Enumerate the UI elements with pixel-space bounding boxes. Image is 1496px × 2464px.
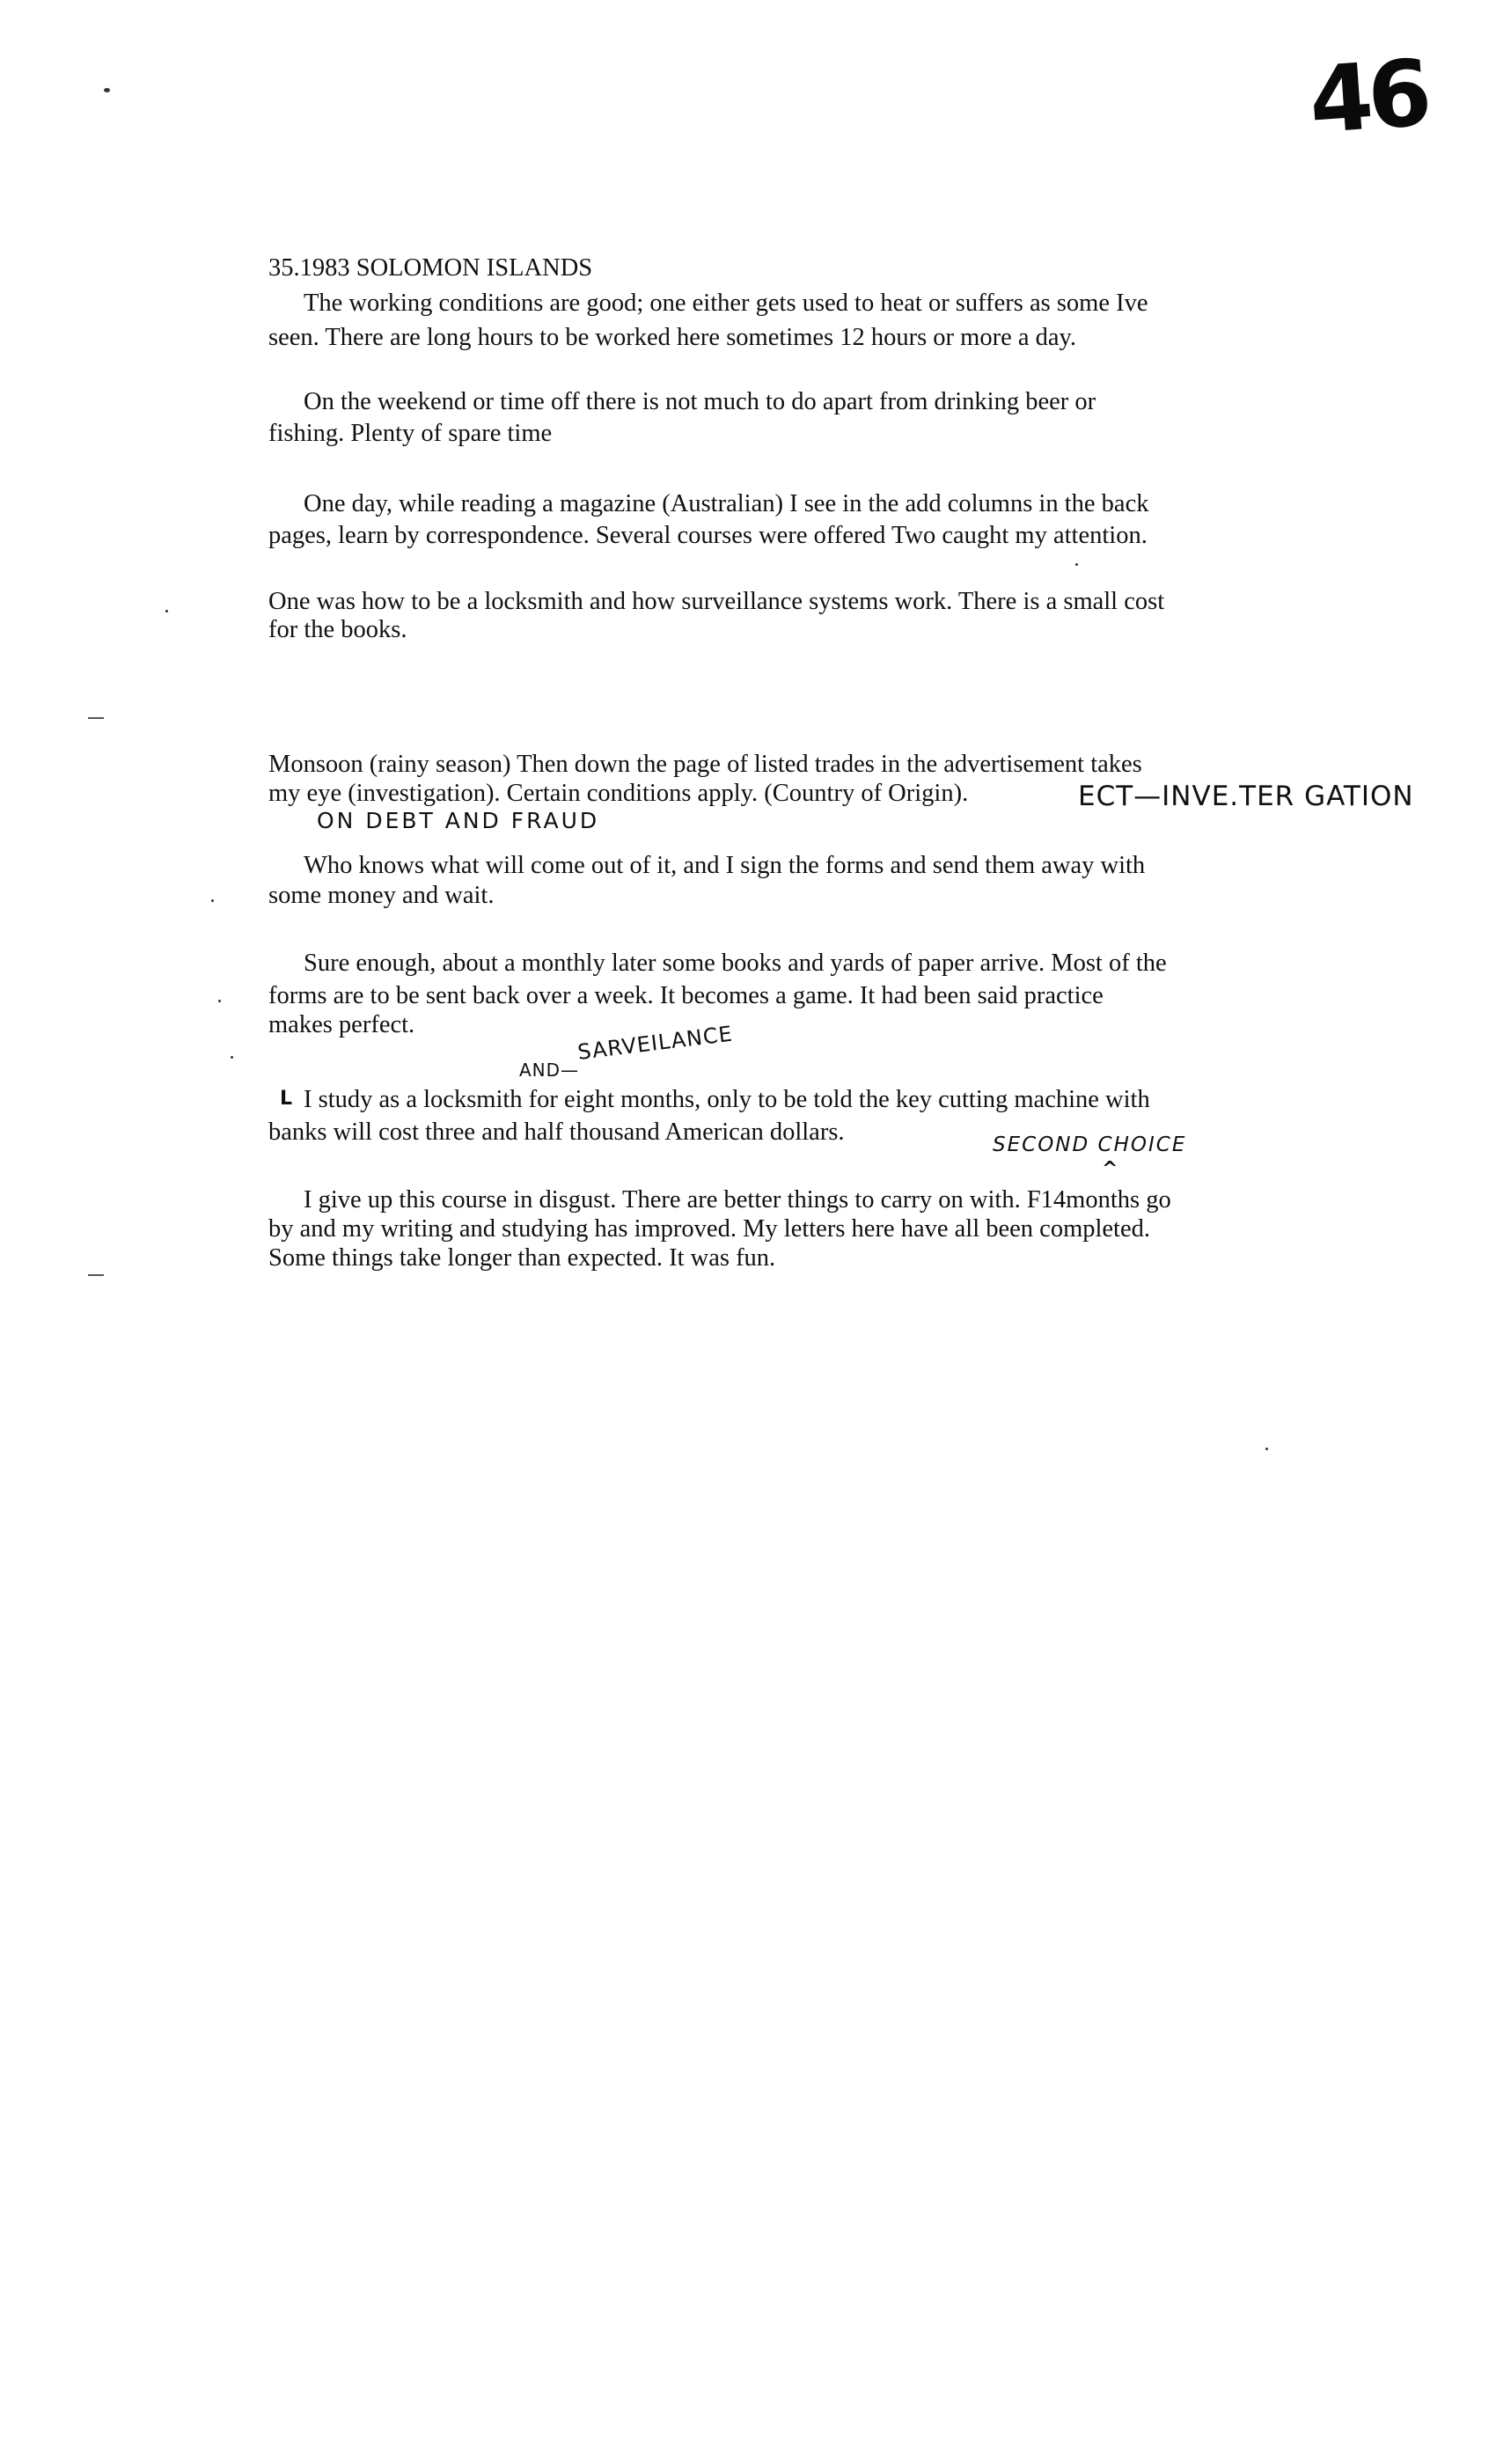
- handwritten-page-number: 46: [1305, 39, 1430, 155]
- paragraph-line: fishing. Plenty of spare time: [268, 420, 553, 447]
- scan-speck: [1265, 1448, 1268, 1450]
- scan-speck: [104, 88, 110, 92]
- scan-speck: [211, 899, 214, 902]
- paragraph-line: pages, learn by correspondence. Several courses were offered Two caught my attention.: [268, 522, 1148, 549]
- handwritten-annotation: SECOND CHOICE: [993, 1133, 1187, 1156]
- handwritten-annotation: ECT—INVE.TER GATION: [1078, 781, 1414, 812]
- paragraph-line: One day, while reading a magazine (Australian) I see in the add columns in the back: [304, 490, 1149, 517]
- paragraph-line: Monsoon (rainy season) Then down the page of listed trades in the advertisement takes: [268, 751, 1142, 778]
- paragraph-line: I study as a locksmith for eight months, only to be told the key cutting machine with: [304, 1086, 1150, 1113]
- scan-speck: [165, 610, 168, 612]
- handwritten-caret: ^: [1102, 1158, 1118, 1180]
- paragraph-line: seen. There are long hours to be worked here sometimes 12 hours or more a day.: [268, 324, 1077, 351]
- paragraph-line: my eye (investigation). Certain conditions apply. (Country of Origin).: [268, 780, 969, 807]
- handwritten-annotation: AND—: [519, 1060, 580, 1081]
- paragraph-line: Some things take longer than expected. It was fun.: [268, 1244, 776, 1272]
- handwritten-annotation: SARVEILANCE: [576, 1021, 735, 1065]
- scan-dash: [88, 1274, 104, 1276]
- paragraph-line: The working conditions are good; one either gets used to heat or suffers as some Ive: [304, 290, 1148, 317]
- paragraph-line: I give up this course in disgust. There are better things to carry on with. F14months go: [304, 1186, 1171, 1214]
- paragraph-line: by and my writing and studying has improved. My letters here have all been completed.: [268, 1215, 1150, 1243]
- scan-dash: [88, 717, 104, 719]
- scan-speck: [1075, 563, 1078, 566]
- paragraph-line: some money and wait.: [268, 882, 495, 909]
- paragraph-line: Sure enough, about a monthly later some books and yards of paper arrive. Most of the: [304, 950, 1167, 977]
- handwritten-annotation: L: [280, 1088, 293, 1110]
- scan-speck: [218, 1000, 221, 1002]
- paragraph-line: makes perfect.: [268, 1011, 415, 1038]
- paragraph-line: banks will cost three and half thousand American dollars.: [268, 1118, 845, 1146]
- scan-speck: [231, 1056, 233, 1059]
- handwritten-annotation: ON DEBT AND FRAUD: [317, 808, 600, 833]
- entry-heading: 35.1983 SOLOMON ISLANDS: [268, 254, 593, 282]
- paragraph-line: forms are to be sent back over a week. It becomes a game. It had been said practice: [268, 982, 1104, 1009]
- paragraph-line: On the weekend or time off there is not much to do apart from drinking beer or: [304, 388, 1096, 415]
- paragraph-line: One was how to be a locksmith and how surveillance systems work. There is a small cost: [268, 588, 1165, 615]
- paragraph-line: for the books.: [268, 616, 407, 643]
- paragraph-line: Who knows what will come out of it, and I sign the forms and send them away with: [304, 852, 1146, 879]
